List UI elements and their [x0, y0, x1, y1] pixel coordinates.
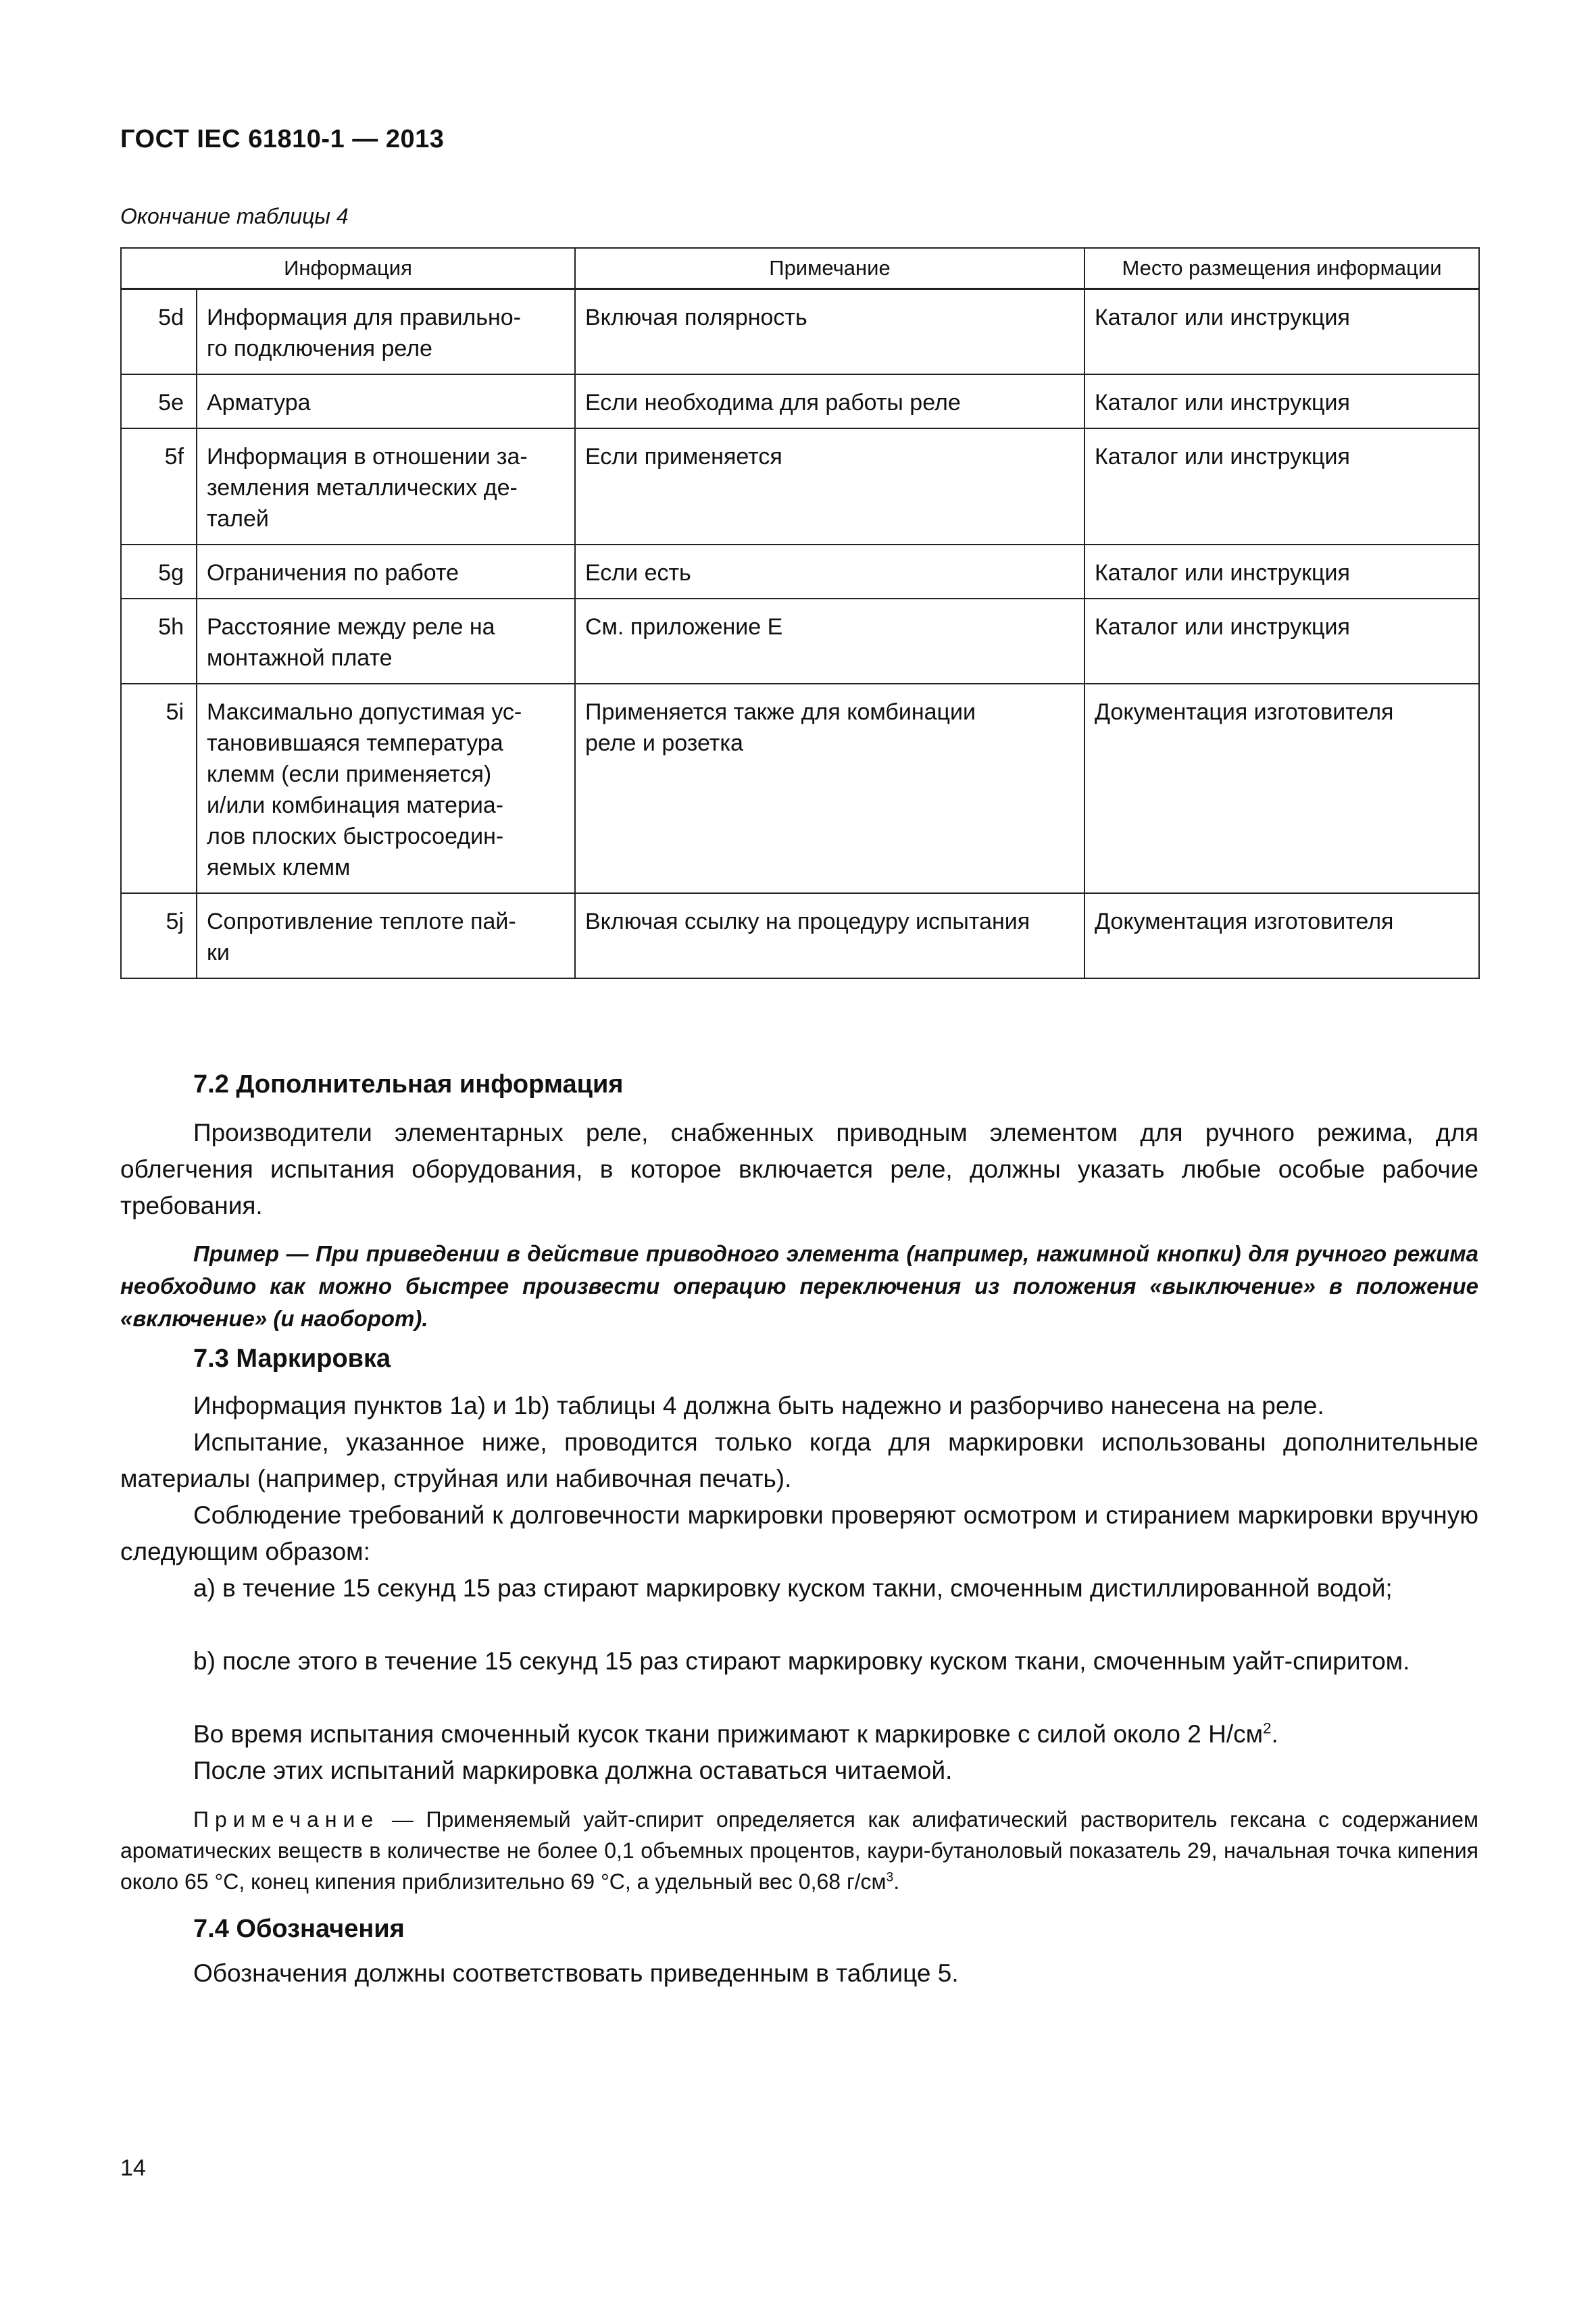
section-7-3-title: 7.3 Маркировка	[193, 1344, 391, 1373]
row-place: Каталог или инструкция	[1084, 374, 1479, 428]
column-header-place: Место размещения информации	[1084, 248, 1479, 289]
row-note: Если есть	[575, 545, 1084, 599]
page-number: 14	[120, 2155, 146, 2181]
row-info: Ограничения по работе	[197, 545, 575, 599]
row-number: 5g	[121, 545, 197, 599]
table-caption: Окончание таблицы 4	[120, 204, 349, 228]
row-place: Каталог или инструкция	[1084, 599, 1479, 684]
section-7-4-title: 7.4 Обозначения	[193, 1915, 405, 1943]
table-row	[121, 289, 1479, 375]
row-place: Каталог или инструкция	[1084, 289, 1479, 375]
section-7-3-paragraph-4: Во время испытания смоченный кусок ткани прижимают к маркировке с силой около 2 $Н/см^2$.	[193, 1719, 1278, 1748]
section-7-2-example: Пример — При приведении в действие приводного элемента (например, нажимной кнопки) для ручного режима необходимо как можно быстрее произвести операцию переключения из положения «выключение» в положение «включение» (и наоборот).	[120, 1241, 1478, 1331]
section-7-2-title: 7.2 Дополнительная информация	[193, 1070, 624, 1099]
row-place: Документация изготовителя	[1084, 893, 1479, 978]
row-number: 5j	[121, 893, 197, 978]
row-number: 5i	[121, 684, 197, 893]
note-label: Примечание	[193, 1807, 380, 1832]
row-note: Если применяется	[575, 428, 1084, 545]
table-row	[121, 545, 1479, 599]
row-note: Если необходима для работы реле	[575, 374, 1084, 428]
row-number: 5d	[121, 289, 197, 375]
document-code: ГОСТ IEC 61810-1 — 2013	[120, 125, 445, 153]
row-note: Включая полярность	[575, 289, 1084, 375]
row-note: Включая ссылку на процедуру испытания	[575, 893, 1084, 978]
section-7-3-paragraph-5: После этих испытаний маркировка должна оставаться читаемой.	[193, 1757, 953, 1784]
row-note: См. приложение Е	[575, 599, 1084, 684]
row-place: Документация изготовителя	[1084, 684, 1479, 893]
row-info: Максимально допустимая ус- тановившаяся температура клемм (если применяется) и/или комбинация материа- лов плоских быстросоедин- яемых клемм	[197, 684, 575, 893]
section-7-3-paragraph-3: Соблюдение требований к долговечности маркировки проверяют осмотром и стиранием маркировки вручную следующим образом:	[120, 1501, 1478, 1565]
row-note: Применяется также для комбинации реле и розетка	[575, 684, 1084, 893]
section-7-3-item-b: b) после этого в течение 15 секунд 15 раз стирают маркировку куском ткани, смоченным уайт-спиритом.	[193, 1647, 1410, 1675]
table-row	[121, 599, 1479, 684]
row-number: 5f	[121, 428, 197, 545]
row-number: 5e	[121, 374, 197, 428]
row-place: Каталог или инструкция	[1084, 428, 1479, 545]
column-header-info: Информация	[121, 248, 575, 289]
row-info: Информация для правильно- го подключения реле	[197, 289, 575, 375]
row-place: Каталог или инструкция	[1084, 545, 1479, 599]
row-info: Расстояние между реле на монтажной плате	[197, 599, 575, 684]
section-7-2-paragraph: Производители элементарных реле, снабженных приводным элементом для ручного режима, для облегчения испытания оборудования, в которое включается реле, должны указать любые особые рабочие требования.	[120, 1119, 1478, 1219]
table-header-row	[121, 248, 1479, 289]
row-number: 5h	[121, 599, 197, 684]
section-7-3-item-a: а) в течение 15 секунд 15 раз стирают маркировку куском такни, смоченным дистиллированной водой;	[193, 1574, 1393, 1602]
info-table	[120, 247, 1480, 979]
row-info: Сопротивление теплоте пай- ки	[197, 893, 575, 978]
table-row	[121, 684, 1479, 893]
table-row	[121, 893, 1479, 978]
table-row	[121, 428, 1479, 545]
section-7-4-paragraph: Обозначения должны соответствовать приведенным в таблице 5.	[193, 1959, 959, 1987]
section-7-3-note: Примечание — Применяемый уайт-спирит определяется как алифатический растворитель гексана с содержанием ароматических веществ в количестве не более 0,1 объемных процентов, каури-бутаноловый показатель 29, начальная точка кипения около 65 °С, конец кипения приблизительно 69 °С, а удельный вес 0,68 $г/см^3$.	[120, 1807, 1478, 1894]
row-info: Арматура	[197, 374, 575, 428]
column-header-note: Примечание	[575, 248, 1084, 289]
section-7-3-paragraph-1: Информация пунктов 1а) и 1b) таблицы 4 должна быть надежно и разборчиво нанесена на реле.	[193, 1392, 1324, 1419]
table-row	[121, 374, 1479, 428]
row-info: Информация в отношении за- земления металлических де- талей	[197, 428, 575, 545]
section-7-3-paragraph-2: Испытание, указанное ниже, проводится только когда для маркировки использованы дополнительные материалы (например, струйная или набивочная печать).	[120, 1428, 1478, 1492]
